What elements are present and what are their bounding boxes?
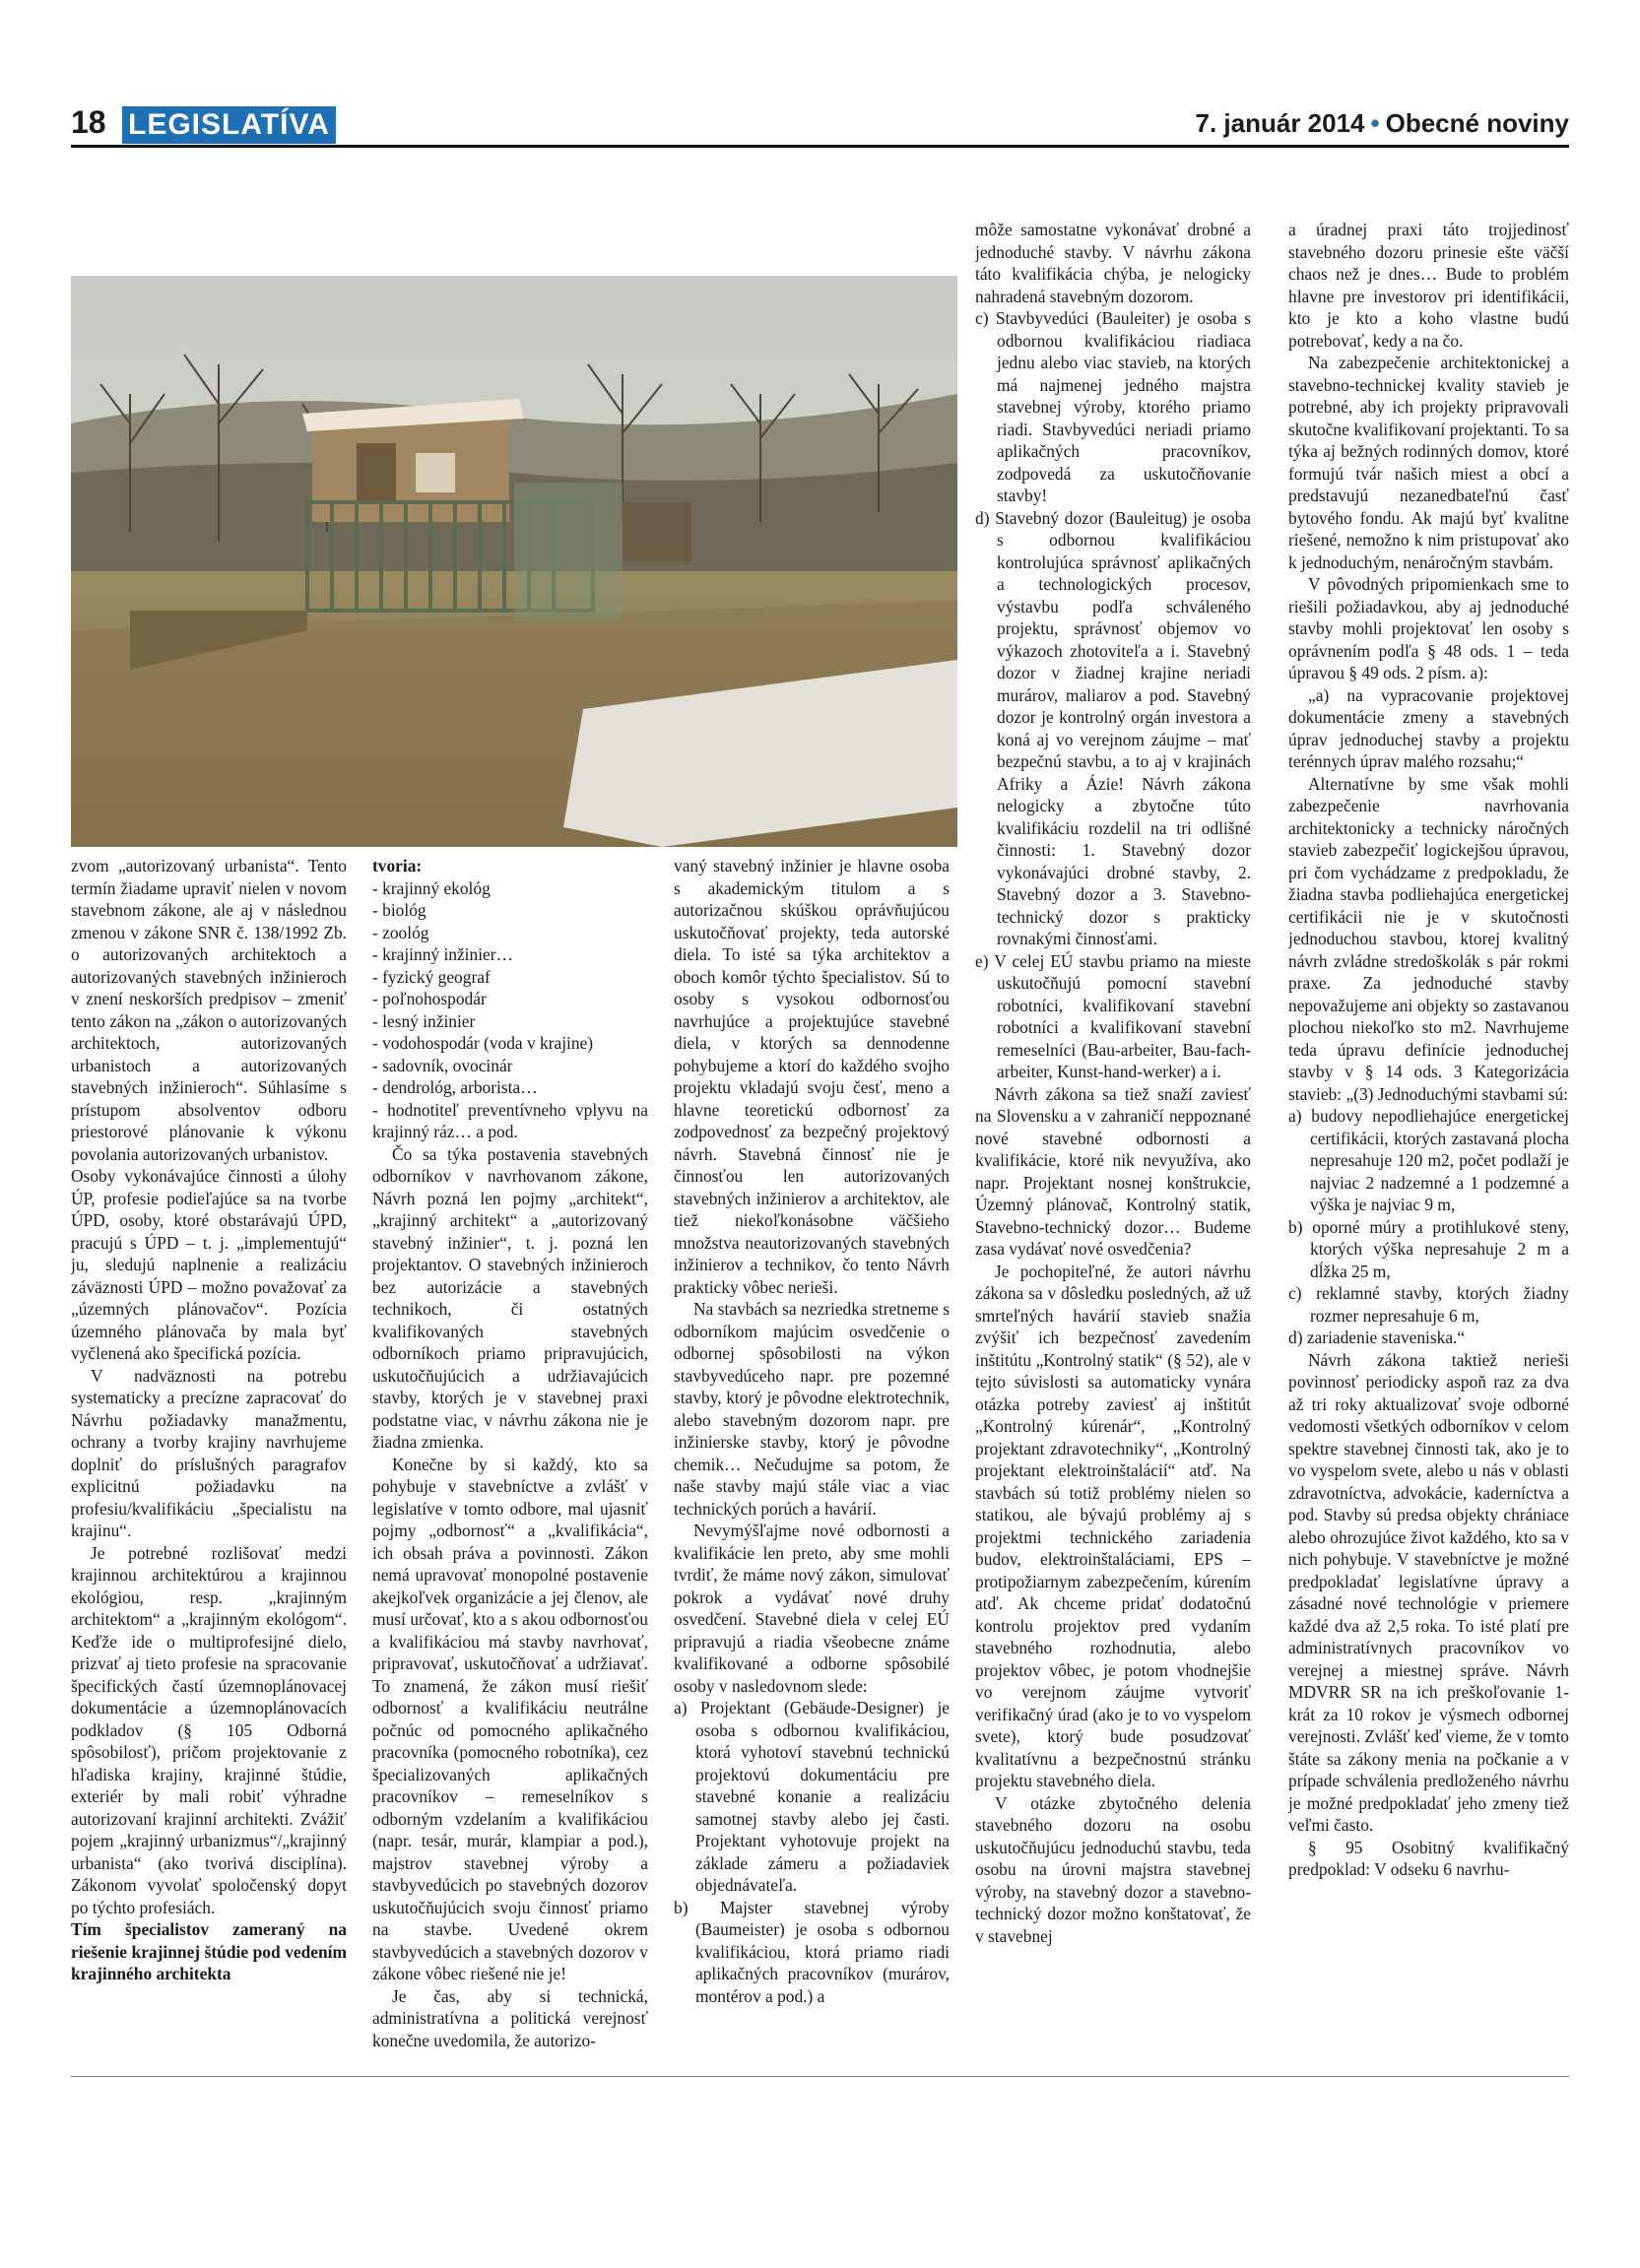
dash-item: - krajinný ekológ [372, 877, 491, 898]
paragraph: Alternatívne by sme však mohli zabezpečenie navrhovania architektonicky a technicky náročných stavieb zabezpečiť logickejšou úpravou, pri čom vychádzame z predpokladu, že žiadna stavba podliehajúca energetickej certifikácii nie je v skutočnosti jednoduchou stavbou, ktorej kvalitný návrh zvládne stredoškolák s pár rokmi praxe. Za jednoduché stavby nepovažujeme ani objekty so zastavanou plochou niekoľko sto m2. Navrhujeme teda úpravu definície jednoduchej stavby v § 14 ods. 3 Kategorizácia stavieb: „(3) Jednoduchými stavbami sú: [1288, 773, 1569, 1104]
paragraph: Je čas, aby si technická, administratívna a politická verejnosť konečne uvedomila, že autorizo- [372, 1985, 648, 2050]
dash-item: - fyzický geograf [372, 966, 491, 987]
list-item: d) Stavebný dozor (Bauleitug) je osoba s odbornou kvalifikáciou kontrolujúca správnosť aplikačných a technologických procesov, výstavbu podľa schváleného projektu, správnosť objemov vo výkazoch zhotoviteľa a i. Stavebný dozor v žiadnej krajine neriadi murárov, maliarov a pod. Stavebný dozor je kontrolný orgán investora a koná aj vo verejnom záujme – mať bezpečnú stavbu, a to aj v krajinách Afriky a Ázie! Návrh zákona nelogicky a zbytočne túto kvalifikáciu rozdelil na tri odlišné činnosti: 1. Stavebný dozor vykonávajúci drobné stavby, 2. Stavebný dozor a 3. Stavebno-technický dozor s prakticky rovnakými činnosťami. [975, 507, 1251, 948]
paragraph: „a) na vypracovanie projektovej dokumentácie zmeny a stavebných úprav jednoduchej stavby a projektu terénnych úprav malého rozsahu;“ [1288, 684, 1569, 771]
paragraph: Je pochopiteľné, že autori návrhu zákona sa v dôsledku posledných, až už smrteľných havárií stavieb snažia zvýšiť ich bezpečnosť zavedením inštitútu „Kontrolný statik“ (§ 52), ale v tejto súvislosti sa automaticky vynára otázka potreby zaviesť aj inštitút „Kontrolný kúrenár“, „Kontrolný projektant zdravotechniky“, „Kontrolný projektant elektroinštalácií“ atď. Na stavbách sú totiž problémy nielen so statikou, ale bývajú problémy aj s projektmi technického zariadenia budov, elektroinštaláciami, EPS – protipožiarnym zabezpečením, kúrením atď. Ak chceme pridať dodatočnú kontrolu projektov pred vydaním stavebného rozhodnutia, alebo projektov vôbec, je potom vhodnejšie vo verejnom záujme vytvoriť verifikačný úrad (ako je to vo vyspelom svete), ktorý bude posudzovať kvalitatívnu a bezpečnostnú stránku projektu stavebného diela. [975, 1261, 1251, 1790]
text-column-3 [674, 855, 950, 2076]
text-column-2 [372, 855, 648, 2076]
paragraph: Konečne by si každý, kto sa pohybuje v stavebníctve a zvlášť v legislatíve v tomto odbore, mal ujasniť pojmy „odbornosť“ a „kvalifikácia“, ich obsah práva a povinnosti. Zákon nemá upravovať monopolné postavenie akejkoľvek organizácie a jej členov, ale musí určovať, kto a s akou odbornosťou a kvalifikáciou má stavby navrhovať, pripravovať, uskutočňovať a udržiavať. To znamená, že zákon musí riešiť odbornosť a kvalifikáciu neutrálne počnúc od pomocného aplikačného pracovníka (pomocného robotníka), cez špecializovaných aplikačných pracovníkov – remeselníkov s odborným vzdelaním a kvalifikáciou (napr. tesár, murár, klampiar a pod.), majstrov stavebnej výroby a stavbyvedúcich po stavebných dozorov uskutočňujúcich svoju činnosť priamo na stavbe. Uvedené okrem stavbyvedúcich a stavebných dozorov v zákone vôbec riešené nie je! [372, 1454, 648, 1983]
paragraph: § 95 Osobitný kvalifikačný predpoklad: V odseku 6 navrhu- [1288, 1837, 1569, 1879]
dash-item: - biológ [372, 900, 426, 920]
paragraph: Na stavbách sa nezriedka stretneme s odborníkom majúcim osvedčenie o odbornej spôsobilosti na výkon stavbyvedúceho napr. pre pozemné stavby, ktorý je pôvodne elektrotechnik, alebo stavebným dozorom napr. pre inžinierske stavby, ktorý je pôvodne chemik… Nečudujme sa potom, že naše stavby majú stále viac a viac technických porúch a havárií. [674, 1299, 950, 1519]
dash-item: - poľnohospodár [372, 989, 487, 1008]
paragraph: Je potrebné rozlišovať medzi krajinnou architektúrou a krajinnou ekológiou, resp. „krajinným architektom“ a „krajinným ekológom“. Keďže ide o multiprofesijné dielo, prizvať aj tieto profesie na spracovanie špecifických častí územnoplánovacej dokumentácie a územnoplánovacích podkladov (§ 105 Odborná spôsobilosť), pričom projektovanie z hľadiska krajiny, krajinné štúdie, exteriér by mali robiť výhradne autorizovaní krajinní architekti. Zvážiť pojem „krajinný urbanizmus“/„krajinný urbanista“ (ako tvorivá disciplína). Zákonom vyvolať spoločenský dopyt po týchto profesiách. [71, 1542, 347, 1917]
list-item: a) Projektant (Gebäude-Designer) je osoba s odbornou kvalifikáciou, ktorá vyhotoví stavebnú technickú projektovú dokumentáciu pre stavebné konanie a realizáciu samotnej stavby alebo jej časti. Projektant vyhotovuje projekt na základe zámeru a požiadaviek objednávateľa. [674, 1698, 950, 1895]
dash-item: - sadovník, ovocinár [372, 1055, 513, 1075]
paragraph: Na zabezpečenie architektonickej a stavebno-technickej kvality stavieb je potrebné, aby ich projekty pripravovali skutočne kvalifikovaní projektanti. To sa týka aj bežných rodinných domov, ktoré formujú tvár našich miest a obcí a predstavujú nezanedbateľnú časť bytového fondu. Ak majú byť kvalitne riešené, nemožno k nim pristupovať ako k jednoduchým, nenáročným stavbám. [1288, 353, 1569, 572]
list-item: c) reklamné stavby, ktorých žiadny rozmer nepresahuje 6 m, [1288, 1283, 1569, 1326]
paragraph: Návrh zákona taktiež nerieši povinnosť periodicky aspoň raz za dva až tri roky aktualizovať svoje odborné vedomosti všetkých odborníkov v celom spektre stavebnej činnosti tak, ako je to vo vyspelom svete, alebo u nás v oblasti zdravotníctva, advokácie, kaderníctva a pod. Stavby sú predsa objekty chrániace alebo ohrozujúce život každého, kto sa v nich pohybuje. V stavebníctve je možné predpokladať legislatívne úpravy a zásadné nové technológie v priemere každé dva až 2,5 roka. To isté platí pre administratívnych pracovníkov vo verejnej a miestnej správe. Návrh MDVRR SR na ich preškoľovanie 1-krát za 10 rokov je výsmech odbornej verejnosti. Zvlášť keď vieme, že v tomto štáte sa zákony menia na počkanie a v prípade schválenia predloženého návrhu je možné predpokladať jeho zmeny tiež veľmi často. [1288, 1349, 1569, 1835]
issue-dateline [1196, 108, 1570, 139]
paragraph: vaný stavebný inžinier je hlavne osoba s akademickým titulom a s autorizačnou skúškou oprávňujúcou uskutočňovať projekty, teda autorské diela. To isté sa týka architektov a oboch komôr týchto špecialistov. Sú to osoby s vysokou odbornosťou navrhujúce a projektujúce stavebné diela, v ktorých sa dennodenne pohybujeme a ktorí do každého svojho projektu vkladajú svoju česť, meno a hlavne teoretickú odbornosť za zodpovednosť za bezpečný projektový návrh. Stavebná činnosť nie je činnosťou len autorizovaných stavebných inžinierov a architektov, ale tiež niekoľkonásobne väčšieho množstva neautorizovaných stavebných inžinierov a technikov, čo tento Návrh prakticky vôbec nerieši. [674, 856, 950, 1297]
list-item: a) budovy nepodliehajúce energetickej certifikácii, ktorých zastavaná plocha nepresahuje 120 m2, počet podlaží je najviac 2 nadzemné a 1 podzemné a výška je najviac 9 m, [1288, 1106, 1569, 1214]
paragraph: a úradnej praxi táto trojjedinosť stavebného dozoru prinesie ešte väčší chaos než je dnes… Bude to problém hlavne pre investorov pri identifikácii, kto je kto a koho vlastne budú potrebovať, kedy a na čo. [1288, 220, 1569, 351]
bold-paragraph: tvoria: [372, 856, 423, 875]
list-item: b) Majster stavebnej výroby (Baumeister) je osoba s odbornou kvalifikáciou, ktorá priamo riadi aplikačných pracovníkov (murárov, montérov a pod.) a [674, 1897, 950, 2006]
paragraph: Nevymýšľajme nové odbornosti a kvalifikácie len preto, aby sme mohli tvrdiť, že máme nový zákon, simulovať pokrok a vydávať nové druhy osvedčení. Stavebné diela v celej EÚ pripravujú a riadia všeobecne známe kvalifikované a odborne spôsobilé osoby v nasledovnom slede: [674, 1521, 950, 1696]
bottom-rule [71, 2076, 1569, 2077]
paragraph: V nadväznosti na potrebu systematicky a precízne zapracovať do Návrhu požiadavky manažmentu, ochrany a tvorby krajiny navrhujeme doplniť do príslušných paragrafov explicitnú požiadavku na profesiu/kvalifikáciu „špecialistu na krajinu“. [71, 1365, 347, 1540]
text-column-4 [975, 219, 1251, 2076]
paragraph: V otázke zbytočného delenia stavebného dozoru na osobu uskutočňujúcu jednoduchú stavbu, teda osobu na úrovni majstra stavebnej výroby, na stavebný dozor a stavebno-technický dozor možno konštatovať, že v stavebnej [975, 1792, 1251, 1946]
dash-item: - lesný inžinier [372, 1010, 476, 1031]
issue-date: 7. január 2014 [1195, 108, 1365, 138]
paragraph: Návrh zákona sa tiež snaží zaviesť na Slovensku a v zahraničí neppoznané nové stavebné odbornosti a kvalifikácie, ktoré nik nevyužíva, ako napr. Projektant nosnej konštrukcie, Územný plánovač, Kontrolný statik, Stavebno-technický dozor… Budeme zasa vydávať nové osvedčenia? [975, 1083, 1251, 1259]
list-item: c) Stavbyvedúci (Bauleiter) je osoba s odbornou kvalifikáciou riadiaca jednu alebo viac stavieb, na ktorých má najmenej jedného majstra stavebnej výroby, ktorého priamo riadi. Stavbyvedúci neriadi priamo aplikačných pracovníkov, zodpovedá za uskutočňovanie stavby! [975, 308, 1251, 505]
paragraph: V pôvodných pripomienkach sme to riešili požiadavkou, aby aj jednoduché stavby mohli projektovať len osoby s oprávnením podľa § 48 ods. 1 – teda úpravou § 49 ods. 2 písm. a): [1288, 574, 1569, 682]
dash-item: - hodnotiteľ preventívneho vplyvu na krajinný ráz… a pod. [372, 1099, 648, 1141]
paragraph: Osoby vykonávajúce činnosti a úlohy ÚP, profesie podieľajúce sa na tvorbe ÚPD, osoby, ktoré obstarávajú ÚPD, pracujú s ÚPD – t. j. „implementujú“ ju, sledujú naplnenie a realizáciu záväznosti ÚPD – možno považovať za „územných plánovačov“. Pozícia územného plánovača by mala byť vyčlenená ako špecifická pozícia. [71, 1166, 347, 1363]
list-item: b) oporné múry a protihlukové steny, ktorých výška nepresahuje 2 m a dĺžka 25 m, [1288, 1216, 1569, 1281]
list-item: d) zariadenie staveniska.“ [1288, 1328, 1466, 1347]
bullet-separator: • [1370, 108, 1380, 138]
dash-item: - zoológ [372, 922, 429, 942]
text-column-1 [71, 855, 347, 2076]
paragraph: zvom „autorizovaný urbanista“. Tento termín žiadame upraviť nielen v novom stavebnom zákone, ale aj v následnou zmenou v zákone SNR č. 138/1992 Zb. o autorizovaných architektoch a autorizovaných stavebných inžinieroch v znení neskorších predpisov – zmeniť tento zákon na „zákon o autorizovaných architektoch, autorizovaných urbanistoch a autorizovaných stavebných inžinieroch“. Súhlasíme s prístupom absolventov odboru priestorové plánovanie k výkonu povolania autorizovaných urbanistov. [71, 856, 347, 1164]
text-column-5 [1288, 219, 1569, 2076]
bold-paragraph: Tím špecialistov zameraný na riešenie krajinnej štúdie pod vedením krajinného architekta [71, 1919, 347, 1983]
paragraph: môže samostatne vykonávať drobné a jednoduché stavby. V návrhu zákona táto kvalifikácia chýba, je nelogicky nahradená stavebným dozorom. [975, 220, 1251, 306]
section-title: LEGISLATÍVA [122, 106, 336, 144]
photo-illustration [71, 276, 957, 847]
dash-item: - krajinný inžinier… [372, 944, 513, 964]
dash-item: - dendrológ, arborista… [372, 1077, 538, 1097]
paragraph: Čo sa týka postavenia stavebných odborníkov v navrhovanom zákone, Návrh pozná len pojmy „architekt“, „krajinný architekt“ a „autorizovaný stavebný inžinier“, t. j. pozná len projektantov. O stavebných inžinieroch bez autorizácie a stavebných technikoch, či ostatných kvalifikovaných stavebných odborníkoch priamo pripravujúcich, uskutočňujúcich a udržiavajúcich stavby, ktorých je v stavebnej praxi podstatne viac, v návrhu zákona nie je žiadna zmienka. [372, 1143, 648, 1452]
dash-item: - vodohospodár (voda v krajine) [372, 1033, 594, 1053]
page-number: 18 [71, 104, 106, 140]
article-photo [71, 276, 957, 847]
publication-name: Obecné noviny [1385, 108, 1569, 138]
page-header [71, 102, 1569, 148]
list-item: e) V celej EÚ stavbu priamo na mieste uskutočňujú pomocní stavební robotníci, kvalifikovaní stavební robotníci a kvalifikovaní stavební remeselníci (Bau-arbeiter, Bau-fach-arbeiter, Kunst-hand-werker) a i. [975, 950, 1251, 1081]
